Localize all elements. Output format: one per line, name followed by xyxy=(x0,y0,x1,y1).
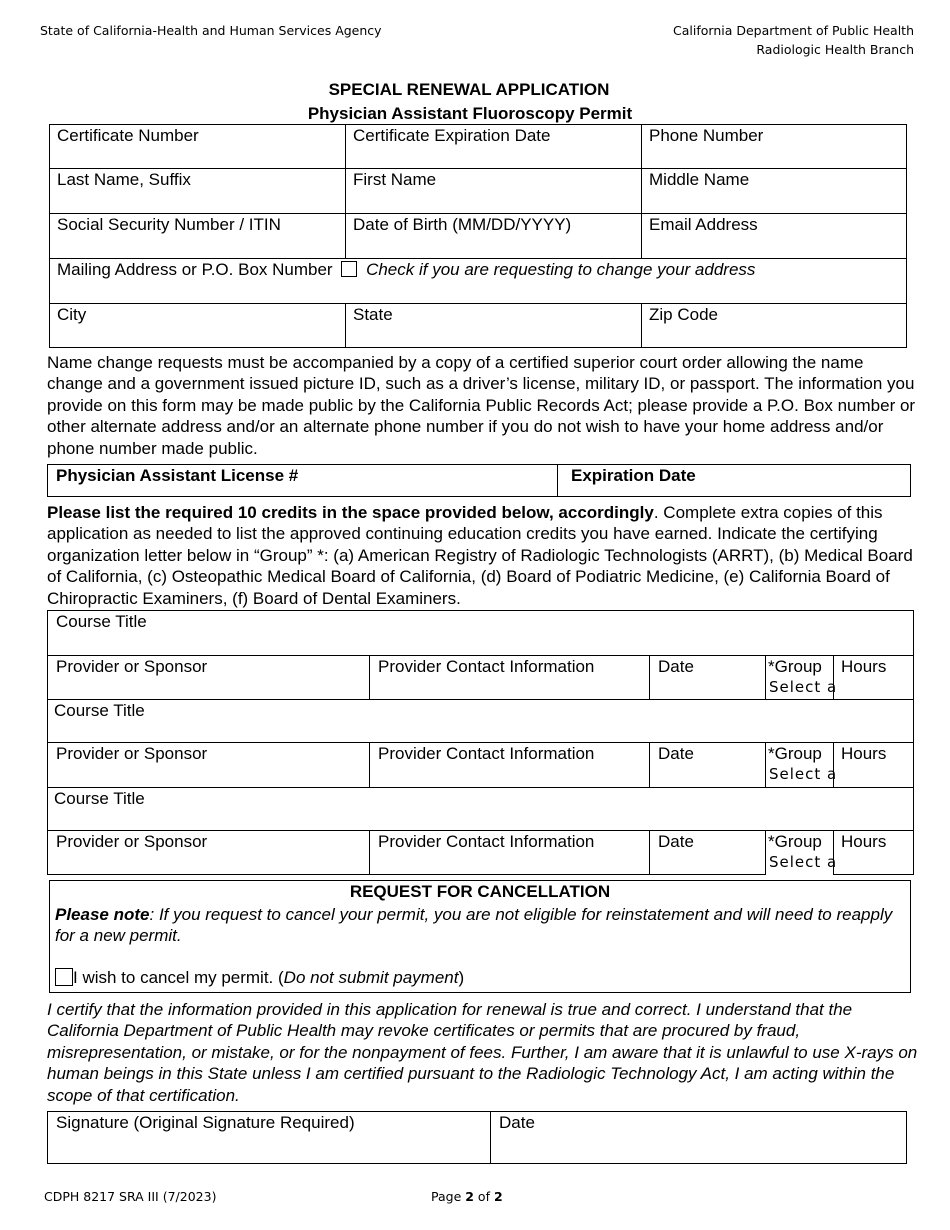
credits-instructions xyxy=(47,502,917,609)
page-total: 2 xyxy=(493,1189,503,1204)
group-field xyxy=(766,830,838,875)
course-title-field[interactable] xyxy=(47,699,914,743)
hours-label: Hours xyxy=(841,832,887,851)
page-subtitle: Physician Assistant Fluoroscopy Permit xyxy=(307,104,633,123)
group-field xyxy=(766,742,838,788)
page-prefix: Page xyxy=(431,1189,466,1204)
cancellation-heading: REQUEST FOR CANCELLATION xyxy=(349,882,611,901)
cancel-permit-checkbox[interactable] xyxy=(55,968,73,986)
page-of: of xyxy=(473,1189,494,1204)
course-date-field[interactable] xyxy=(649,830,766,875)
course-date-label: Date xyxy=(658,832,694,851)
city-label: City xyxy=(57,305,87,324)
middle-name-field[interactable] xyxy=(641,168,907,214)
provider-label: Provider or Sponsor xyxy=(56,832,208,851)
cancellation-note-text: : If you request to cancel your permit, you are not eligible for reinstatement and will need to reapply for a new permit. xyxy=(55,905,893,946)
course-date-field[interactable] xyxy=(649,655,766,700)
provider-label: Provider or Sponsor xyxy=(56,744,208,763)
group-field xyxy=(766,655,838,700)
provider-label: Provider or Sponsor xyxy=(56,657,208,676)
provider-contact-field[interactable] xyxy=(369,830,650,875)
dob-label: Date of Birth (MM/DD/YYYY) xyxy=(353,215,572,234)
signature-field[interactable] xyxy=(47,1111,491,1164)
city-field[interactable] xyxy=(49,303,346,348)
group-select[interactable]: Select a xyxy=(769,853,838,871)
cancel-permit-label: I wish to cancel my permit. ( xyxy=(73,968,284,987)
course-date-label: Date xyxy=(658,657,694,676)
provider-contact-label: Provider Contact Information xyxy=(378,657,595,676)
last-name-field[interactable] xyxy=(49,168,346,214)
email-label: Email Address xyxy=(649,215,758,234)
name-change-notice: Name change requests must be accompanied by a copy of a certified superior court order allowing the name change and a government issued picture ID, such as a driver’s license, military ID, or passport. The information you provide on this form may be made public by the California Public Records Act; please provide a P.O. Box number or other alternate address and/or an alternate phone number if you do not wish to have your home address and/or phone number made public. xyxy=(47,353,916,458)
group-label: *Group xyxy=(768,744,822,763)
cancellation-note xyxy=(55,904,900,947)
cancel-permit-italic: Do not submit payment xyxy=(283,968,459,987)
hours-label: Hours xyxy=(841,657,887,676)
hours-field[interactable] xyxy=(833,742,914,788)
certificate-number-field[interactable] xyxy=(49,124,346,169)
course-title-label: Course Title xyxy=(54,701,145,720)
cancel-permit-end: ) xyxy=(458,968,465,987)
branch-name: Radiologic Health Branch xyxy=(756,42,914,57)
email-field[interactable] xyxy=(641,213,907,259)
group-label: *Group xyxy=(768,657,822,676)
page-title: SPECIAL RENEWAL APPLICATION xyxy=(328,80,610,99)
state-label: State xyxy=(353,305,393,324)
signature-date-label: Date xyxy=(499,1113,535,1132)
certification-statement: I certify that the information provided in this application for renewal is true and correct. I understand that the California Department of Public Health may revoke certificates or permits that are procured by fraud, misrepresentation, or mistake, or for the nonpayment of fees. Further, I am aware that it is unlawful to use X-rays on human beings in this State unless I am certified pursuant to the Radiologic Technology Act, I am acting within the scope of that certification. xyxy=(47,1000,918,1105)
phone-field[interactable] xyxy=(641,124,907,169)
provider-field[interactable] xyxy=(47,742,370,788)
credits-instructions-bold: Please list the required 10 credits in the space provided below, accordingly xyxy=(47,503,654,522)
credits-instructions-text: . Complete extra copies of this application as needed to list the approved continuing education credits you have earned. Indicate the certifying organization letter below in “Group” *: (a) American Registry of Radiologic Technologists (ARRT), (b) Medical Board of California, (c) Osteopathic Medical Board of California, (d) Board of Podiatric Medicine, (e) California Board of Chiropractic Examiners, (f) Board of Dental Examiners. xyxy=(47,503,913,608)
course-title-field[interactable] xyxy=(47,610,914,656)
provider-field[interactable] xyxy=(47,655,370,700)
hours-label: Hours xyxy=(841,744,887,763)
provider-contact-label: Provider Contact Information xyxy=(378,744,595,763)
group-select[interactable]: Select a xyxy=(769,678,838,696)
group-select[interactable]: Select a xyxy=(769,765,838,783)
signature-date-field[interactable] xyxy=(490,1111,907,1164)
provider-contact-label: Provider Contact Information xyxy=(378,832,595,851)
group-label: *Group xyxy=(768,832,822,851)
course-date-field[interactable] xyxy=(649,742,766,788)
license-number-field[interactable] xyxy=(47,464,558,497)
certificate-expiration-field[interactable] xyxy=(345,124,642,169)
license-expiration-label: Expiration Date xyxy=(571,466,696,485)
provider-contact-field[interactable] xyxy=(369,655,650,700)
license-expiration-field[interactable] xyxy=(557,464,911,497)
license-number-label: Physician Assistant License # xyxy=(56,466,299,485)
first-name-field[interactable] xyxy=(345,168,642,214)
provider-field[interactable] xyxy=(47,830,370,875)
mailing-address-row xyxy=(57,260,755,280)
course-title-label: Course Title xyxy=(56,612,147,631)
signature-label: Signature (Original Signature Required) xyxy=(56,1113,355,1132)
zip-field[interactable] xyxy=(641,303,907,348)
agency-name: State of California-Health and Human Services Agency xyxy=(40,23,382,38)
course-title-field[interactable] xyxy=(47,787,914,831)
ssn-label: Social Security Number / ITIN xyxy=(57,215,281,234)
certificate-number-label: Certificate Number xyxy=(57,126,199,145)
change-address-label: Check if you are requesting to change your address xyxy=(366,260,756,279)
page-current: 2 xyxy=(465,1189,474,1204)
middle-name-label: Middle Name xyxy=(649,170,750,189)
page-number xyxy=(431,1189,503,1204)
phone-label: Phone Number xyxy=(649,126,764,145)
provider-contact-field[interactable] xyxy=(369,742,650,788)
cancellation-note-bold: Please note xyxy=(55,905,150,924)
form-id: CDPH 8217 SRA III (7/2023) xyxy=(44,1189,217,1204)
state-field[interactable] xyxy=(345,303,642,348)
last-name-label: Last Name, Suffix xyxy=(57,170,191,189)
certificate-expiration-label: Certificate Expiration Date xyxy=(353,126,551,145)
first-name-label: First Name xyxy=(353,170,437,189)
hours-field[interactable] xyxy=(833,655,914,700)
cancel-permit-row xyxy=(55,968,464,988)
department-block xyxy=(673,21,914,59)
change-address-checkbox[interactable] xyxy=(341,261,357,277)
hours-field[interactable] xyxy=(833,830,914,875)
dob-field[interactable] xyxy=(345,213,642,259)
ssn-field[interactable] xyxy=(49,213,346,259)
department-name: California Department of Public Health xyxy=(673,23,914,38)
mailing-address-field[interactable] xyxy=(49,258,907,304)
cancellation-box xyxy=(49,880,911,993)
mailing-address-label: Mailing Address or P.O. Box Number xyxy=(57,260,333,279)
course-title-label: Course Title xyxy=(54,789,145,808)
course-date-label: Date xyxy=(658,744,694,763)
zip-label: Zip Code xyxy=(649,305,718,324)
